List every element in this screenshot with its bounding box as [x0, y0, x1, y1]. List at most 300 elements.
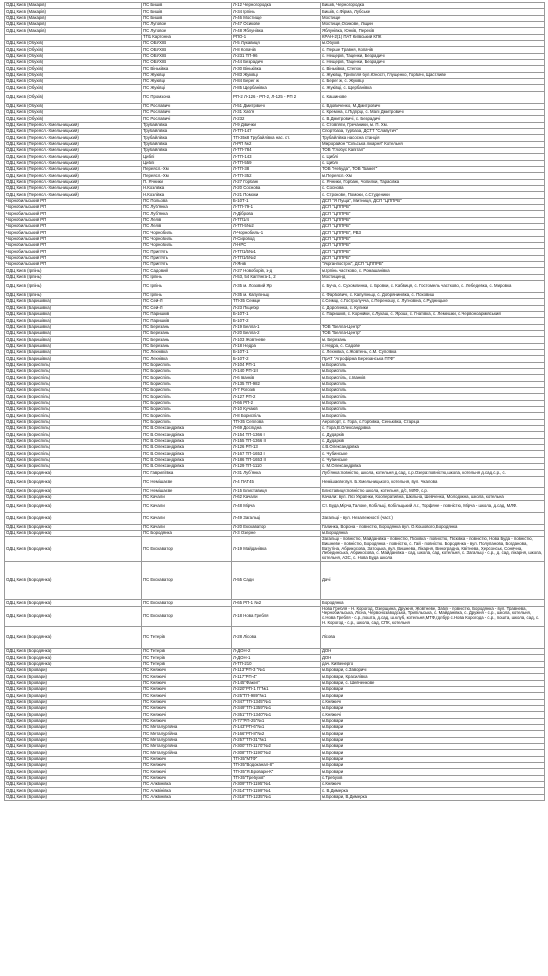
- substation-cell: ПС Бориспіль: [142, 394, 232, 400]
- consumers-cell: м.Бровари: [321, 725, 545, 731]
- feeder-line-cell: Л-20 Белла-2: [232, 330, 321, 336]
- feeder-line-cell: Л-154 ТП-1366 І: [232, 432, 321, 438]
- substation-cell: ПС Екскаватор: [142, 561, 232, 600]
- dispatch-center-cell: ОДЦ Києв (Бородянка): [5, 561, 142, 600]
- table-row: [5, 281, 545, 293]
- consumers-cell: м.Бровари, В.Димерка: [321, 794, 545, 800]
- consumers-cell: Галинка, Ворона - повністю, Бородянка вул. О.Кошового,Бородянка: [321, 524, 545, 530]
- consumers-cell: с.Княжичі: [321, 782, 545, 788]
- feeder-line-cell: Л-140 РП-1II: [232, 368, 321, 374]
- substation-cell: ПС Жуківці: [142, 85, 232, 91]
- consumers-cell: м.Бровари, Красилівка: [321, 674, 545, 680]
- dispatch-center-cell: ОДЦ Києв (Обухів): [5, 85, 142, 91]
- substation-cell: ПС Ірпінь: [142, 292, 232, 298]
- consumers-cell: с. Буча, с. Сухомлинка, с. Бровки, с. Кабвиця, с. Гостомель частково, с. Лебедевка, с. Мировка: [321, 281, 545, 293]
- consumers-cell: с. Перше Травня, Копачів: [321, 47, 545, 53]
- table-row: [5, 794, 545, 800]
- feeder-line-cell: Л-309"ТП-1195"№1: [232, 782, 321, 788]
- feeder-line-cell: Л-ТП-5№2: [232, 224, 321, 230]
- substation-cell: ПС Бишів: [142, 15, 232, 21]
- substation-cell: ПС Княжичі: [142, 706, 232, 712]
- consumers-cell: Немішаєве:вул. Б.Хмельницького, котельня, вул. Чкалова: [321, 476, 545, 488]
- table-row: [5, 626, 545, 648]
- consumers-cell: м.Бориспіль: [321, 387, 545, 393]
- substation-cell: ПС Луб'янка: [142, 211, 232, 217]
- dispatch-center-cell: ОДЦ Києв (Баришівка): [5, 311, 142, 317]
- substation-cell: ПС Рославичі: [142, 103, 232, 109]
- substation-cell: ПС Металургійна: [142, 731, 232, 737]
- dispatch-center-cell: ОДЦ Києв (Бородянка): [5, 494, 142, 500]
- dispatch-center-cell: ОДЦ Києв (Макарів): [5, 15, 142, 21]
- table-row: [5, 606, 545, 626]
- dispatch-center-cell: ОДЦ Києв (Бровари): [5, 750, 142, 756]
- substation-cell: ПС Екскаватор: [142, 606, 232, 626]
- dispatch-center-cell: ОДЦ Києв (Баришівка): [5, 356, 142, 362]
- dispatch-center-cell: ОДЦ Києв (Обухів): [5, 79, 142, 85]
- feeder-line-cell: Л-155 ТП-1366 ІІ: [232, 438, 321, 444]
- consumers-cell: с. Нещерів, Таценки, Безрадичі: [321, 53, 545, 59]
- dispatch-center-cell: ОДЦ Києв (Переясл.-Хмельницький): [5, 179, 142, 185]
- consumers-cell: Мікрорайон "Сільська лікарня" Котельня: [321, 141, 545, 147]
- dispatch-center-cell: Чорнобильський РП: [5, 217, 142, 223]
- consumers-cell: ДОН: [321, 648, 545, 654]
- consumers-cell: с. Дударків: [321, 432, 545, 438]
- consumers-cell: Дачі: [321, 561, 545, 600]
- substation-cell: ПС Екскаватор: [142, 600, 232, 606]
- consumers-cell: с. Фарбовичі, с. Капуліньці, с. Добрянинівка, с. Поховиш: [321, 292, 545, 298]
- feeder-line-cell: Б-10Т-1: [232, 311, 321, 317]
- consumers-cell: с. Дорогинка, с. Кулики: [321, 305, 545, 311]
- dispatch-center-cell: ОДЦ Києв (Бориспіль): [5, 419, 142, 425]
- substation-cell: ПС Бородянка: [142, 530, 232, 536]
- dispatch-center-cell: ОДЦ Києв (Бориспіль): [5, 362, 142, 368]
- dispatch-center-cell: ОДЦ Києв (Бровари): [5, 706, 142, 712]
- substation-cell: Трубайлівка: [142, 147, 232, 153]
- substation-cell: ПС Тетерів: [142, 626, 232, 648]
- substation-cell: ПС Качали: [142, 501, 232, 513]
- dispatch-center-cell: ОДЦ Києв (Переясл.-Хмельницький): [5, 122, 142, 128]
- consumers-cell: с.Недра, с. Садове: [321, 343, 545, 349]
- consumers-cell: с. Циблі: [321, 154, 545, 160]
- feeder-line-cell: Л-349"ТП-1359"№1: [232, 706, 321, 712]
- consumers-cell: м.Бровари: [321, 693, 545, 699]
- consumers-cell: м.Бровари: [321, 763, 545, 769]
- dispatch-center-cell: ОДЦ Києв (Бровари): [5, 718, 142, 724]
- dispatch-center-cell: ОДЦ Києв (Бородянка): [5, 606, 142, 626]
- dispatch-center-cell: ОДЦ Києв (Бориспіль): [5, 451, 142, 457]
- dispatch-center-cell: ОДЦ Києв (Бровари): [5, 756, 142, 762]
- dispatch-center-cell: ОДЦ Києв (Бровари): [5, 731, 142, 737]
- substation-cell: ПС Княжичі: [142, 718, 232, 724]
- feeder-line-cell: Л-ТП-352: [232, 173, 321, 179]
- substation-cell: ПС Луговое: [142, 28, 232, 34]
- consumers-cell: с.Княжичі: [321, 712, 545, 718]
- feeder-line-cell: Л-257"ТП-31"№1: [232, 737, 321, 743]
- substation-cell: Н.Козлівка: [142, 192, 232, 198]
- dispatch-center-cell: ОДЦ Києв (Бориспіль): [5, 464, 142, 470]
- consumers-cell: ПрАТ "Агрофірма Березанська ПТФ": [321, 356, 545, 362]
- consumers-cell: м.Бровари: [321, 686, 545, 692]
- feeder-line-cell: Л-27 Горбані: [232, 179, 321, 185]
- feeder-line-cell: Л-103 Жовтневе: [232, 337, 321, 343]
- dispatch-center-cell: ОДЦ Києв (Переясл.-Хмельницький): [5, 128, 142, 134]
- dispatch-center-cell: Чорнобильський РП: [5, 224, 142, 230]
- feeder-line-cell: Л-30 Віньківка: [232, 66, 321, 72]
- dispatch-center-cell: ОДЦ Києв (Бородянка): [5, 476, 142, 488]
- feeder-line-cell: Л-44 Безрадичі: [232, 60, 321, 66]
- consumers-cell: "Укрганпостріх", ДСП "ЦППРВ": [321, 262, 545, 268]
- feeder-line-cell: ТП-35"Водоканал-8": [232, 763, 321, 769]
- feeder-line-cell: Л-РП №2: [232, 141, 321, 147]
- feeder-line-cell: ТП-35"МТФ": [232, 756, 321, 762]
- feeder-line-cell: Л-10 Кучаків: [232, 407, 321, 413]
- dispatch-center-cell: ОДЦ Києв (Бровари): [5, 699, 142, 705]
- feeder-line-cell: Л-4 ПАТ45: [232, 476, 321, 488]
- substation-cell: ПС Качали: [142, 512, 232, 524]
- consumers-cell: м.Ірпінь частково, с. Ромашанівка: [321, 268, 545, 274]
- feeder-line-cell: Л-129 ТП-1110: [232, 464, 321, 470]
- feeder-line-cell: Л-65 РП-1 №2: [232, 600, 321, 606]
- feeder-line-cell: Б-10Т-1: [232, 349, 321, 355]
- dispatch-center-cell: ОДЦ Києв (Бородянка): [5, 470, 142, 476]
- feeder-line-cell: ТП-35 Сеімце: [232, 299, 321, 305]
- consumers-cell: ДОН: [321, 655, 545, 661]
- dispatch-center-cell: ОДЦ Києв (Бориспіль): [5, 394, 142, 400]
- table-row: [5, 476, 545, 488]
- substation-cell: ПС Чорнобиль: [142, 230, 232, 236]
- feeder-line-cell: Л-21 Помоки: [232, 192, 321, 198]
- feeder-line-cell: Л-31 Лубʼянка: [232, 470, 321, 476]
- feeder-line-cell: Л-104 РП-1: [232, 362, 321, 368]
- substation-cell: ПС Прип'ять: [142, 262, 232, 268]
- dispatch-center-cell: ОДЦ Києв (Бородянка): [5, 501, 142, 513]
- dispatch-center-cell: ОДЦ Києв (Бородянка): [5, 537, 142, 562]
- dispatch-center-cell: ОДЦ Києв (Бориспіль): [5, 400, 142, 406]
- substation-cell: ПС Тетерів: [142, 648, 232, 654]
- dispatch-center-cell: ОДЦ Києв (Бориспіль): [5, 375, 142, 381]
- consumers-cell: с. Ячники, Горбані, Чопилки, Тарасівка: [321, 179, 545, 185]
- consumers-cell: ТОВ "Белла-Центр": [321, 330, 545, 336]
- consumers-cell: м.Бориспіль: [321, 362, 545, 368]
- dispatch-center-cell: ОДЦ Києв (Бориспіль): [5, 413, 142, 419]
- substation-cell: ПС Лелів: [142, 224, 232, 230]
- dispatch-center-cell: ОДЦ Києв (Бородянка): [5, 661, 142, 667]
- feeder-line-cell: Л-145"Факел": [232, 680, 321, 686]
- dispatch-center-cell: ОДЦ Києв (Бориспіль): [5, 438, 142, 444]
- substation-cell: Трубайлівка: [142, 128, 232, 134]
- substation-cell: ПС Луговое: [142, 22, 232, 28]
- feeder-line-cell: Л-167 ТП-1653 І: [232, 451, 321, 457]
- dispatch-center-cell: ОДЦ Києв (Баришівка): [5, 299, 142, 305]
- consumers-cell: м.Бровари: [321, 769, 545, 775]
- feeder-line-cell: Б-10Т-2: [232, 318, 321, 324]
- dispatch-center-cell: ОДЦ Києв (Бориспіль): [5, 381, 142, 387]
- substation-cell: ПС Ірпінь: [142, 281, 232, 293]
- substation-cell: ПС Екскаватор: [142, 537, 232, 562]
- feeder-line-cell: Л-ТП-210: [232, 661, 321, 667]
- feeder-line-cell: Л-23 Піщебір: [232, 305, 321, 311]
- substation-cell: ПС В.Олександрівка: [142, 464, 232, 470]
- feeder-line-cell: ТП-35"Я.Бровари-К": [232, 769, 321, 775]
- substation-cell: ПС Сей-Л: [142, 305, 232, 311]
- dispatch-center-cell: ОДЦ Києв (Бровари): [5, 725, 142, 731]
- substation-cell: ПС Прип'ять: [142, 249, 232, 255]
- consumers-cell: ДСП "ЦППРВ": [321, 243, 545, 249]
- feeder-line-cell: Л-35 м. Лозовий Яр: [232, 281, 321, 293]
- feeder-line-cell: Л-69 Дослідна: [232, 426, 321, 432]
- dispatch-center-cell: Чорнобильський РП: [5, 236, 142, 242]
- consumers-cell: с. Гора,В.Олександрівка: [321, 426, 545, 432]
- consumers-cell: с. Берег ж, с. Жуківці: [321, 79, 545, 85]
- consumers-cell: м.Бровари: [321, 744, 545, 750]
- substation-cell: Переясл.-Хм: [142, 173, 232, 179]
- dispatch-center-cell: Чорнобильський РП: [5, 249, 142, 255]
- consumers-cell: м.Переясл.-Хм: [321, 173, 545, 179]
- substation-cell: ПС Бориспіль: [142, 362, 232, 368]
- consumers-cell: КРАН-2(1) ПАТ Київський КПК: [321, 34, 545, 40]
- dispatch-center-cell: ОДЦ Києв (Баришівка): [5, 318, 142, 324]
- substation-cell: Циблі: [142, 154, 232, 160]
- table-row: [5, 561, 545, 600]
- substation-cell: ПС ОБУХІВ: [142, 53, 232, 59]
- substation-cell: ПС Княжичі: [142, 686, 232, 692]
- consumers-cell: Ст. Буда,Мірча,Талоке, Кобільці, Кобільцький л.г., Торфяне - повністю, Мірча - школа, д.сад, МЛФ.: [321, 501, 545, 513]
- feeder-line-cell: Л-ДОН-1: [232, 655, 321, 661]
- feeder-line-cell: Л-Сировод: [232, 236, 321, 242]
- substation-cell: ПС Бориспіль: [142, 413, 232, 419]
- consumers-cell: с. Строкове, Помоки, с.Студеники: [321, 192, 545, 198]
- consumers-cell: Яблунівка, Юнків, Перехів: [321, 28, 545, 34]
- substation-cell: ПС Бориспіль: [142, 400, 232, 406]
- feeder-line-cell: Л-27 Новоборів, з-д: [232, 268, 321, 274]
- feeder-line-cell: Л-314"ТП-1199"№1: [232, 788, 321, 794]
- consumers-cell: м.Бориспіль: [321, 400, 545, 406]
- feeder-line-cell: Л-351"ТП-1340"№1: [232, 712, 321, 718]
- feeder-line-cell: Л-ТП-143: [232, 154, 321, 160]
- feeder-line-cell: Л-62 Качали: [232, 494, 321, 500]
- consumers-cell: м.Обухів: [321, 41, 545, 47]
- feeder-line-cell: Л-ТП1/5№2: [232, 255, 321, 261]
- consumers-cell: с.Княжичі: [321, 699, 545, 705]
- substation-cell: ПС Березань: [142, 330, 232, 336]
- feeder-line-cell: Л-135 ТП-982: [232, 381, 321, 387]
- substation-cell: ПС Металургійна: [142, 744, 232, 750]
- feeder-line-cell: Л-347"ТП-1345"№1: [232, 699, 321, 705]
- feeder-line-cell: Л-Діброва: [232, 211, 321, 217]
- consumers-cell: м.Бровари, с.Заворичі: [321, 667, 545, 673]
- substation-cell: Трубайлівка: [142, 141, 232, 147]
- dispatch-center-cell: Чорнобильський РП: [5, 262, 142, 268]
- consumers-cell: Загальці - повністю, Майданівка - повністю, Пісківка - повністю, Пісківка - повністю, Нова Буда - повністю, Вишневе - повністю, Бородянка - повністю, с. Гай - повністю. Бородянка - вул. Полупанова, Богданова, Ватутіна, Абрикосова, Затоцька, вул. Вишнева, Лікарня, Виноградна, Квітнева, Херсонськ, Сонячна, Лебединська, Абрикосова, с. Майданівка - сад, школа, сад, котельня, с. Загальці - с.р., д. сад, лікарня, школа, котельня, АЗС, с. Нова Буда школа: [321, 537, 545, 562]
- feeder-line-cell: Л-25"ТП-989"№1: [232, 693, 321, 699]
- feeder-line-cell: Л-ДОН-2: [232, 648, 321, 654]
- substation-cell: ПС Промзона: [142, 91, 232, 103]
- feeder-line-cell: Л-28 Лісова: [232, 626, 321, 648]
- table-body: [5, 3, 545, 801]
- substation-cell: ПС Княжичі: [142, 712, 232, 718]
- dispatch-center-cell: ОДЦ Києв (Переясл.-Хмельницький): [5, 147, 142, 153]
- substation-cell: ПС В.Олександрівка: [142, 438, 232, 444]
- dispatch-center-cell: ОДЦ Києв (Обухів): [5, 116, 142, 122]
- substation-cell: ПС Княжичі: [142, 775, 232, 781]
- dispatch-center-cell: ОДЦ Києв (Баришівка): [5, 305, 142, 311]
- consumers-cell: м.Бориспіль: [321, 381, 545, 387]
- dispatch-center-cell: ОДЦ Києв (Ірпінь): [5, 274, 142, 280]
- consumers-cell: с. Соснова: [321, 185, 545, 191]
- consumers-cell: м.Бориспіль: [321, 407, 545, 413]
- dispatch-center-cell: ОДЦ Києв (Бородянка): [5, 600, 142, 606]
- substation-cell: Циблі: [142, 160, 232, 166]
- substation-cell: ПС Бориспіль: [142, 381, 232, 387]
- substation-cell: ПС Княжичі: [142, 756, 232, 762]
- substation-cell: ПС Рославичі: [142, 116, 232, 122]
- consumers-cell: ДСП "ЦППРВ": [321, 217, 545, 223]
- feeder-line-cell: Л-6 Іванків: [232, 375, 321, 381]
- dispatch-center-cell: ОДЦ Києв (Макарів): [5, 9, 142, 15]
- dispatch-center-cell: ОДЦ Києв (Баришівка): [5, 337, 142, 343]
- dispatch-center-cell: ОДЦ Києв (Бровари): [5, 769, 142, 775]
- feeder-line-cell: РПО-1: [232, 34, 321, 40]
- feeder-line-cell: Л-19 Майданівка: [232, 537, 321, 562]
- consumers-cell: м.Бровари: [321, 706, 545, 712]
- feeder-line-cell: Л-49 Загальці: [232, 512, 321, 524]
- substation-cell: ПС Віньківка: [142, 66, 232, 72]
- feeder-line-cell: Л-ТП-559: [232, 160, 321, 166]
- consumers-cell: Загальці - вул. Незалежності (част.): [321, 512, 545, 524]
- feeder-line-cell: Л-34 Ірпінь: [232, 9, 321, 15]
- feeder-line-cell: Л-308"ТП-1190"№2: [232, 750, 321, 756]
- consumers-cell: м.Бровари: [321, 718, 545, 724]
- consumers-cell: м.Бровари: [321, 737, 545, 743]
- substation-cell: ПС Березань: [142, 324, 232, 330]
- dispatch-center-cell: ОДЦ Києв (Бородянка): [5, 512, 142, 524]
- consumers-cell: Трубайлівка насосна станція: [321, 135, 545, 141]
- consumers-cell: м.Бориспіль, с.Іванків: [321, 375, 545, 381]
- consumers-cell: м.Бориспіль: [321, 368, 545, 374]
- consumers-cell: м.Бориспіль: [321, 394, 545, 400]
- dispatch-center-cell: ОДЦ Києв (Бородянка): [5, 655, 142, 661]
- substation-cell: ПС Княжичі: [142, 699, 232, 705]
- substation-cell: ПС Бориспіль: [142, 368, 232, 374]
- feeder-line-cell: Л-84 Берег ж: [232, 79, 321, 85]
- feeder-line-cell: Л-Чорнобиль-1: [232, 230, 321, 236]
- consumers-cell: Бишів, Черногородка: [321, 3, 545, 9]
- dispatch-center-cell: ОДЦ Києв (Переясл.-Хмельницький): [5, 173, 142, 179]
- substation-cell: ПС ОБУХІВ: [142, 47, 232, 53]
- feeder-line-cell: ТП-35к8 Трубайлівка нас. ст.: [232, 135, 321, 141]
- substation-cell: ПС Луб'янка: [142, 205, 232, 211]
- feeder-line-cell: Л-Янів: [232, 262, 321, 268]
- feeder-line-cell: Л-117"РП-4": [232, 674, 321, 680]
- consumers-cell: ДСП "ЦППРВ": [321, 211, 545, 217]
- table-row: [5, 91, 545, 103]
- dispatch-center-cell: ОДЦ Києв (Бориспіль): [5, 445, 142, 451]
- dispatch-center-cell: ОДЦ Києв (Бородянка): [5, 524, 142, 530]
- substation-cell: ПС Лехнівка: [142, 356, 232, 362]
- substation-cell: ПС Алквінівка: [142, 794, 232, 800]
- feeder-line-cell: Л-46 Мостище: [232, 15, 321, 21]
- feeder-line-cell: Л-15 Блиставиця: [232, 488, 321, 494]
- dispatch-center-cell: ОДЦ Києв (Бориспіль): [5, 432, 142, 438]
- feeder-line-cell: Л-83 Жуківці: [232, 72, 321, 78]
- substation-cell: ПС Жуківці: [142, 72, 232, 78]
- substation-cell: ПС Металургійна: [142, 750, 232, 756]
- consumers-cell: с. Нещерів, Таценки, Безрадичі: [321, 60, 545, 66]
- consumers-cell: ТОВ "Небуда", ТОВ "Бамет": [321, 166, 545, 172]
- consumers-cell: с. Лехнівка, с.Жовтень, с.М. Супоївка: [321, 349, 545, 355]
- substation-cell: ПС Княжичі: [142, 693, 232, 699]
- dispatch-center-cell: ОДЦ Києв (Бровари): [5, 744, 142, 750]
- consumers-cell: м.Бородянка: [321, 530, 545, 536]
- feeder-line-cell: Л-166"РП-8"№2: [232, 731, 321, 737]
- feeder-line-cell: Л-48 Мірча: [232, 501, 321, 513]
- feeder-line-cell: Л-НРС: [232, 243, 321, 249]
- substation-cell: ПС Чорнобиль: [142, 243, 232, 249]
- feeder-line-cell: Л-12 Черногородка: [232, 3, 321, 9]
- consumers-cell: с. М.Олександрівка: [321, 464, 545, 470]
- consumers-cell: Блиставиця:повністю школа, котельня, д/с, МЛФ, с.р.: [321, 488, 545, 494]
- feeder-line-cell: Л-143"РП-6"№1: [232, 725, 321, 731]
- substation-cell: ПС Прип'ять: [142, 255, 232, 261]
- substation-cell: ПС Рославичі: [142, 109, 232, 115]
- consumers-cell: м.Бровари: [321, 750, 545, 756]
- feeder-line-cell: Л-51 Дмитрівичі: [232, 103, 321, 109]
- consumers-cell: с. Вдовиченко, М.Дмитровичі: [321, 103, 545, 109]
- feeder-line-cell: Л-126 РП-13: [232, 445, 321, 451]
- substation-cell: ПС В.Олександрівка: [142, 457, 232, 463]
- substation-cell: ПС Металургійна: [142, 737, 232, 743]
- dispatch-center-cell: ОДЦ Києв (Бориспіль): [5, 387, 142, 393]
- substation-cell: ПС В.Олександрівка: [142, 445, 232, 451]
- consumers-cell: с. Чубинське: [321, 451, 545, 457]
- substation-cell: ПС В.Олександрівка: [142, 426, 232, 432]
- consumers-cell: с. Чубинське: [321, 457, 545, 463]
- substation-cell: ПС В.Олександрівка: [142, 432, 232, 438]
- feeder-line-cell: Л-232: [232, 116, 321, 122]
- dispatch-center-cell: ОДЦ Києв (Бровари): [5, 693, 142, 699]
- dispatch-center-cell: ОДЦ Києв (Баришівка): [5, 324, 142, 330]
- feeder-line-cell: Л-ТП-79-1: [232, 205, 321, 211]
- substation-cell: ПС Березань: [142, 343, 232, 349]
- substation-cell: Трубайлівка: [142, 122, 232, 128]
- substation-cell: ПС Бориспіль: [142, 419, 232, 425]
- substation-cell: ПС Сей-Л: [142, 299, 232, 305]
- table-row: [5, 512, 545, 524]
- consumers-cell: с. Жуківці, с. Щербанівка: [321, 85, 545, 91]
- dispatch-center-cell: ОДЦ Києв (Баришівка): [5, 349, 142, 355]
- feeder-line-cell: Л-19 Белла-1: [232, 324, 321, 330]
- feeder-line-cell: Л-ТП-147: [232, 128, 321, 134]
- dispatch-center-cell: ОДЦ Києв (Баришівка): [5, 343, 142, 349]
- feeder-line-cell: Л-20 Екскаватор: [232, 524, 321, 530]
- substation-cell: ПС Бишів: [142, 9, 232, 15]
- consumers-cell: Лісова: [321, 626, 545, 648]
- consumers-cell: м. Березань: [321, 337, 545, 343]
- consumers-cell: с. В.Дмитровичі, с. Безрадичі: [321, 116, 545, 122]
- consumers-cell: с.В.Олександрівка: [321, 445, 545, 451]
- feeder-line-cell: Л-300"ТП-1170"№2: [232, 744, 321, 750]
- substation-cell: Н.Козлівка: [142, 185, 232, 191]
- consumers-cell: с. Паришків, с. Корнійки, с.Лукаш, с. Яроші, с. Гнатівка, с. Лемешки, с.Червоноармійський: [321, 311, 545, 317]
- feeder-line-cell: Л-48 Яблунівка: [232, 28, 321, 34]
- dispatch-center-cell: ОДЦ Києв (Макарів): [5, 22, 142, 28]
- dispatch-center-cell: ОДЦ Києв (Бровари): [5, 775, 142, 781]
- substation-cell: ПС Тетерів: [142, 655, 232, 661]
- consumers-cell: с. Віньківка, Степок: [321, 66, 545, 72]
- substation-cell: ПС Бориспіль: [142, 407, 232, 413]
- feeder-line-cell: РП-2 Л-126 - РП-2, Л-125 - РП 2: [232, 91, 321, 103]
- feeder-line-cell: Б-10Т-2: [232, 356, 321, 362]
